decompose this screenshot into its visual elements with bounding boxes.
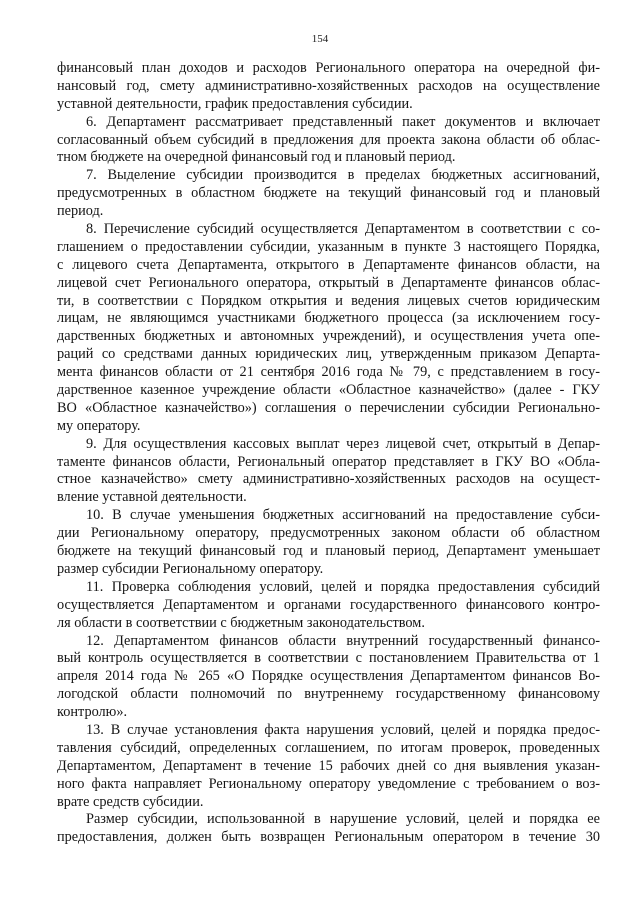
text-line: предусмотренных в областном бюджете на текущий финансовый год и плановый xyxy=(57,185,600,202)
text-line: апреля 2014 года № 265 «О Порядке осуществления Департаментом финансов Во- xyxy=(57,668,600,685)
text-line: дии Региональному оператору, предусмотренных законом области об областном xyxy=(57,525,600,542)
text-line: 8. Перечисление субсидий осуществляется Департаментом в соответствии с со- xyxy=(86,221,600,238)
text-line: Размер субсидии, использованной в нарушение условий, целей и порядка ее xyxy=(86,811,600,828)
text-line: бюджете на текущий финансовый год и плановый период, Департамент уменьшает xyxy=(57,543,600,560)
text-line: 6. Департамент рассматривает представленный пакет документов и включает xyxy=(86,113,600,130)
text-line: мента финансов области от 21 сентября 2016 года № 79, с представлением в госу- xyxy=(57,364,600,381)
text-line: 10. В случае уменьшения бюджетных ассигнований на предоставление субси- xyxy=(86,507,600,524)
text-line: раций со средствами данных юридических лиц, утвержденным приказом Департа- xyxy=(57,346,600,363)
text-line: тном бюджете на очередной финансовый год и плановый период. xyxy=(57,149,456,166)
text-line: таменте финансов области, Региональный оператор представляет в ГКУ ВО «Обла- xyxy=(57,453,600,470)
text-line: лицам, не являющимся участниками бюджетного процесса (за исключением госу- xyxy=(57,310,600,327)
document-body xyxy=(57,60,600,847)
text-line: ного факта направляет Региональному оператору уведомление с требованием о воз- xyxy=(57,775,600,792)
text-line: 9. Для осуществления кассовых выплат через лицевой счет, открытый в Депар- xyxy=(86,435,600,452)
text-line: вление уставной деятельности. xyxy=(57,489,247,506)
text-line: логодской области полномочий по внутреннему государственному финансовому xyxy=(57,686,600,703)
text-line: дарственное казенное учреждение области «Областное казначейство» (далее - ГКУ xyxy=(57,382,600,399)
text-line: размер субсидии Региональному оператору. xyxy=(57,560,324,577)
text-line: ВО «Областное казначейство») соглашения о перечислении субсидии Регионально- xyxy=(57,399,600,416)
text-line: му оператору. xyxy=(57,417,141,434)
text-line: 13. В случае установления факта нарушения условий, целей и порядка предос- xyxy=(86,721,600,738)
text-line: стное казначейство» смету административно-хозяйственных расходов на осущест- xyxy=(57,471,600,488)
text-line: контролю». xyxy=(57,704,128,721)
text-line: 7. Выделение субсидии производится в пределах бюджетных ассигнований, xyxy=(86,167,600,184)
text-line: 11. Проверка соблюдения условий, целей и порядка предоставления субсидий xyxy=(86,578,600,595)
page-number: 154 xyxy=(311,33,329,45)
text-line: предоставления, должен быть возвращен Региональным оператором в течение 30 xyxy=(57,829,600,846)
text-line: глашением о предоставлении субсидии, указанным в пункте 3 настоящего Порядка, xyxy=(57,238,600,255)
text-line: врате средств субсидии. xyxy=(57,793,204,810)
text-line: Департаментом, Департамент в течение 15 рабочих дней со дня выявления указан- xyxy=(57,757,600,774)
text-line: лицевой счет Регионального оператора, открытый в Департаменте финансов облас- xyxy=(57,274,600,291)
text-line: осуществляется Департаментом и органами государственного финансового контро- xyxy=(57,596,600,613)
text-line: с лицевого счета Департамента, открытого в Департаменте финансов области, на xyxy=(57,256,600,273)
text-line: тавления субсидий, определенных соглашением, по итогам проверок, проведенных xyxy=(57,739,600,756)
text-line: дарственных бюджетных и автономных учреждений), и осуществления учета опе- xyxy=(57,328,600,345)
text-line: период. xyxy=(57,203,104,220)
text-line: ти, в соответствии с Порядком открытия и ведения лицевых счетов юридическим xyxy=(57,292,600,309)
text-line: вый контроль осуществляется в соответствии с постановлением Правительства от 1 xyxy=(57,650,600,667)
text-line: нансовый год, смету административно-хозяйственных расходов на осуществление xyxy=(57,77,600,94)
text-line: уставной деятельности, график предоставления субсидии. xyxy=(57,95,413,112)
text-line: согласованный объем субсидий в предложения для проекта закона области об облас- xyxy=(57,131,600,148)
text-line: 12. Департаментом финансов области внутренний государственный финансо- xyxy=(86,632,600,649)
text-line: ля области в соответствии с бюджетным законодательством. xyxy=(57,614,425,631)
text-line: финансовый план доходов и расходов Регионального оператора на очередной фи- xyxy=(57,60,600,76)
